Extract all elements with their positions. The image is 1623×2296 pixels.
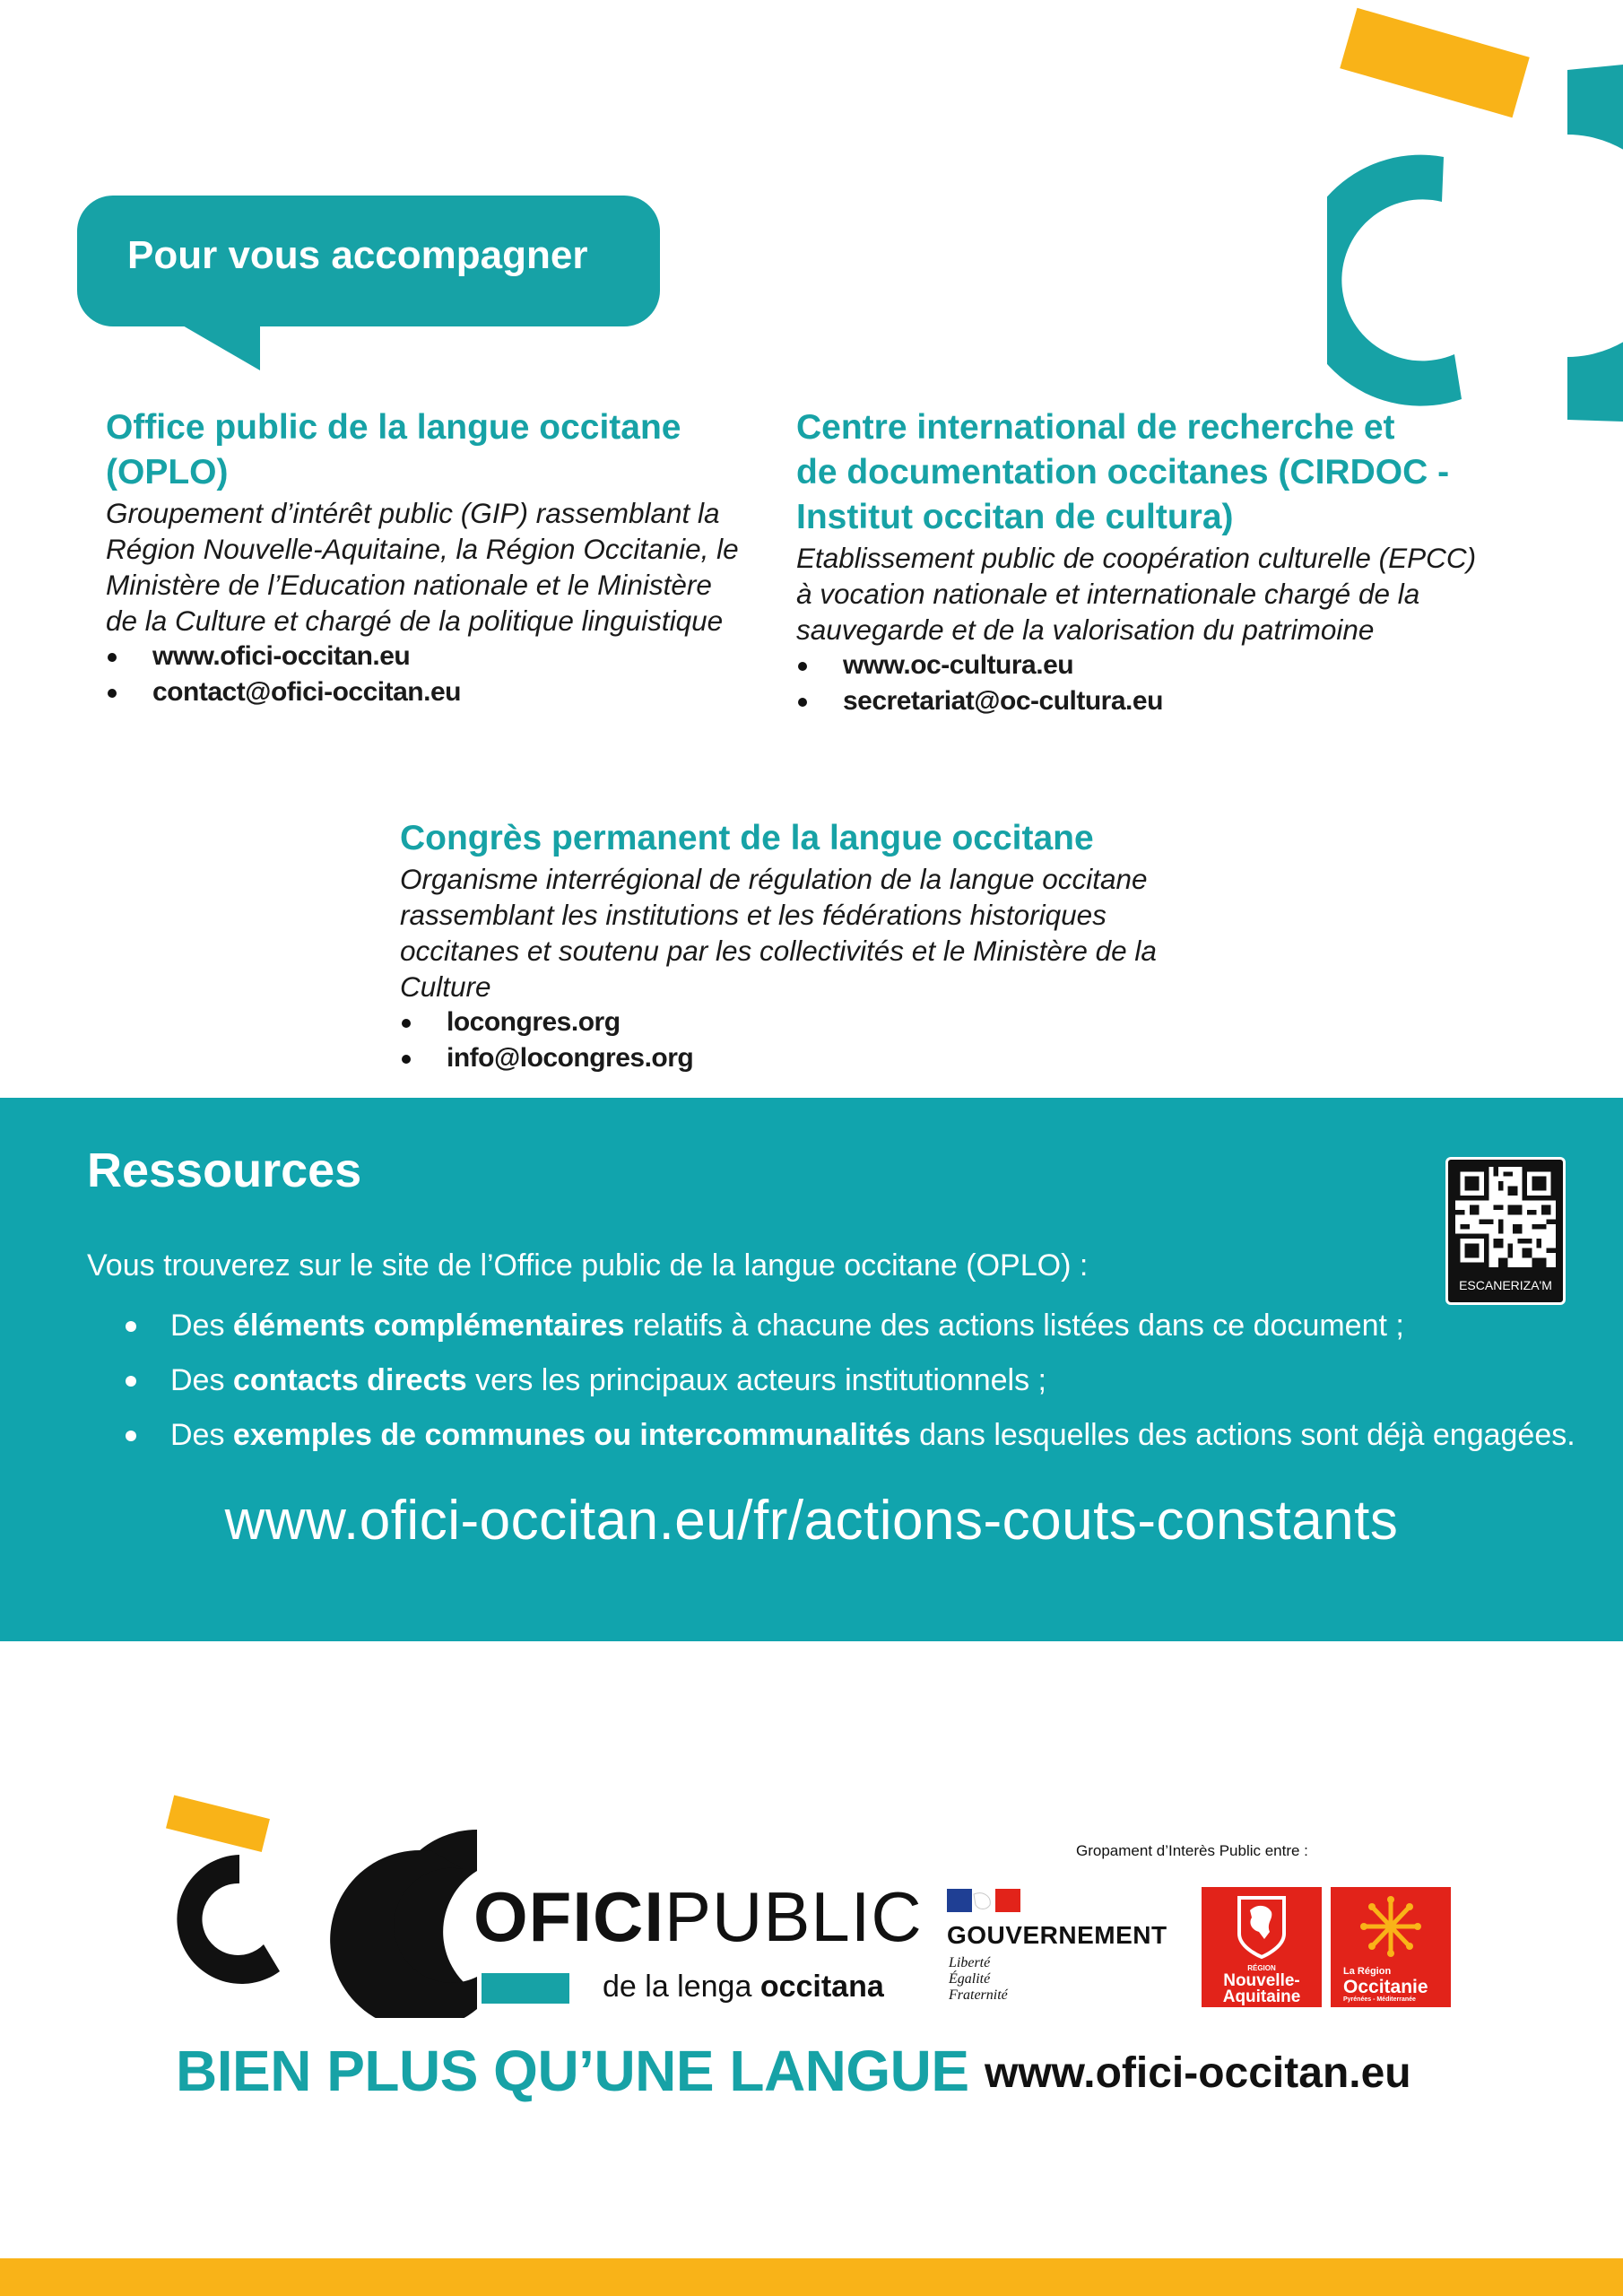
brand-subtitle-light: de la lenga: [603, 1970, 760, 2004]
marianne-flag-icon: [947, 1887, 1020, 1916]
region-name: Occitanie: [1343, 1977, 1428, 1997]
org-description: [796, 540, 1496, 648]
org-congres: [400, 816, 1189, 1076]
org-links: [796, 648, 1496, 719]
resources-title: Ressources: [87, 1144, 362, 1197]
brand-wordmark-bold: OFICI: [473, 1877, 664, 1956]
resources-url-link[interactable]: www.ofici-occitan.eu/fr/actions-couts-constants: [224, 1490, 1399, 1552]
org-description-line: Région Nouvelle-Aquitaine, la Région Occitanie, le: [106, 533, 739, 565]
item-emphasis: éléments complémentaires: [232, 1309, 625, 1343]
org-title-line: (OPLO): [106, 453, 229, 491]
resources-list-item: [126, 1299, 1575, 1353]
section-heading: Pour vous accompagner: [127, 233, 588, 277]
org-description-line: Culture: [400, 970, 491, 1003]
org-description-line: rassemblant les institutions et les fédérations historiques: [400, 899, 1107, 931]
org-title: [106, 405, 769, 495]
item-text: Des: [170, 1363, 233, 1397]
item-text: vers les principaux acteurs institutionnels ;: [466, 1363, 1046, 1397]
gip-label: Gropament d’Interès Public entre :: [1076, 1842, 1308, 1859]
org-cirdoc: [796, 405, 1496, 719]
org-title: [796, 405, 1496, 540]
org-links: [106, 639, 769, 710]
resources-list-item: [126, 1353, 1575, 1408]
resources-list-item: [126, 1408, 1575, 1463]
decorative-oc-mark: [1327, 0, 1623, 430]
slogan: BIEN PLUS QU’UNE LANGUE: [176, 2039, 969, 2103]
bottom-accent-bar: [0, 2258, 1623, 2296]
org-description-line: Groupement d’intérêt public (GIP) rassemblant la: [106, 497, 720, 529]
org-description-line: Ministère de l’Education nationale et le Ministère: [106, 569, 712, 601]
item-text: Des: [170, 1309, 233, 1343]
government-name: GOUVERNEMENT: [947, 1921, 1167, 1949]
lion-icon: [1202, 1892, 1322, 1964]
qr-code-icon: [1455, 1167, 1556, 1267]
org-description-line: à vocation nationale et internationale chargé de la: [796, 578, 1420, 610]
email-link[interactable]: info@locongres.org: [400, 1040, 1189, 1076]
motto-line: Égalité: [949, 1971, 991, 1987]
org-description-line: de la Culture et chargé de la politique linguistique: [106, 604, 724, 637]
org-oplo: [106, 405, 769, 710]
qr-code-badge[interactable]: [1445, 1157, 1566, 1305]
org-title-line: Congrès permanent de la langue occitane: [400, 819, 1094, 857]
item-emphasis: exemples de communes ou intercommunalités: [232, 1418, 911, 1452]
region-name: [1202, 1973, 1322, 2005]
brand-subtitle: [603, 1970, 884, 2005]
region-occitanie-logo: [1331, 1887, 1451, 2007]
bubble-tail: [170, 318, 269, 372]
region-prefix: RÉGION: [1247, 1964, 1276, 1972]
resources-intro: Vous trouverez sur le site de l’Office public de la langue occitane (OPLO) :: [87, 1248, 1089, 1283]
org-description: [106, 495, 769, 639]
qr-label: ESCANERIZA'M: [1459, 1278, 1552, 1292]
item-text: dans lesquelles des actions sont déjà engagées.: [910, 1418, 1575, 1452]
government-motto: [949, 1955, 1008, 2004]
org-description-line: sauvegarde et de la valorisation du patrimoine: [796, 613, 1375, 646]
org-title-line: Institut occitan de cultura): [796, 498, 1234, 536]
resources-list: [126, 1299, 1575, 1463]
website-url-link[interactable]: www.ofici-occitan.eu: [985, 2049, 1411, 2097]
brand-wordmark-light: PUBLIC: [664, 1877, 923, 1956]
website-link[interactable]: www.ofici-occitan.eu: [106, 639, 769, 674]
item-emphasis: contacts directs: [232, 1363, 467, 1397]
org-links: [400, 1004, 1189, 1076]
region-name-line: Aquitaine: [1222, 1987, 1301, 2006]
item-text: relatifs à chacune des actions listées dans ce document ;: [624, 1309, 1404, 1343]
org-title-line: Centre international de recherche et: [796, 408, 1395, 447]
brand-wordmark: [473, 1876, 923, 1958]
region-prefix: La Région: [1343, 1966, 1392, 1977]
org-description-line: Organisme interrégional de régulation de la langue occitane: [400, 863, 1148, 895]
website-link[interactable]: www.oc-cultura.eu: [796, 648, 1496, 683]
motto-line: Fraternité: [949, 1987, 1008, 2003]
org-title-line: Office public de la langue occitane: [106, 408, 681, 447]
website-link[interactable]: locongres.org: [400, 1004, 1189, 1040]
org-description-line: occitanes et soutenu par les collectivités et le Ministère de la: [400, 935, 1157, 967]
occitan-cross-icon: [1331, 1892, 1451, 1964]
org-title-line: de documentation occitanes (CIRDOC -: [796, 453, 1450, 491]
region-subtitle: Pyrénées - Méditerranée: [1343, 1996, 1416, 2003]
item-text: Des: [170, 1418, 233, 1452]
email-link[interactable]: secretariat@oc-cultura.eu: [796, 683, 1496, 719]
brand-subtitle-bold: occitana: [759, 1970, 884, 2004]
org-title: [400, 816, 1189, 861]
org-description-line: Etablissement public de coopération culturelle (EPCC): [796, 542, 1477, 574]
region-nouvelle-aquitaine-logo: [1202, 1887, 1322, 2007]
email-link[interactable]: contact@ofici-occitan.eu: [106, 674, 769, 710]
motto-line: Liberté: [949, 1955, 991, 1970]
region-name-line: Nouvelle-: [1223, 1971, 1300, 1990]
org-description: [400, 861, 1189, 1004]
